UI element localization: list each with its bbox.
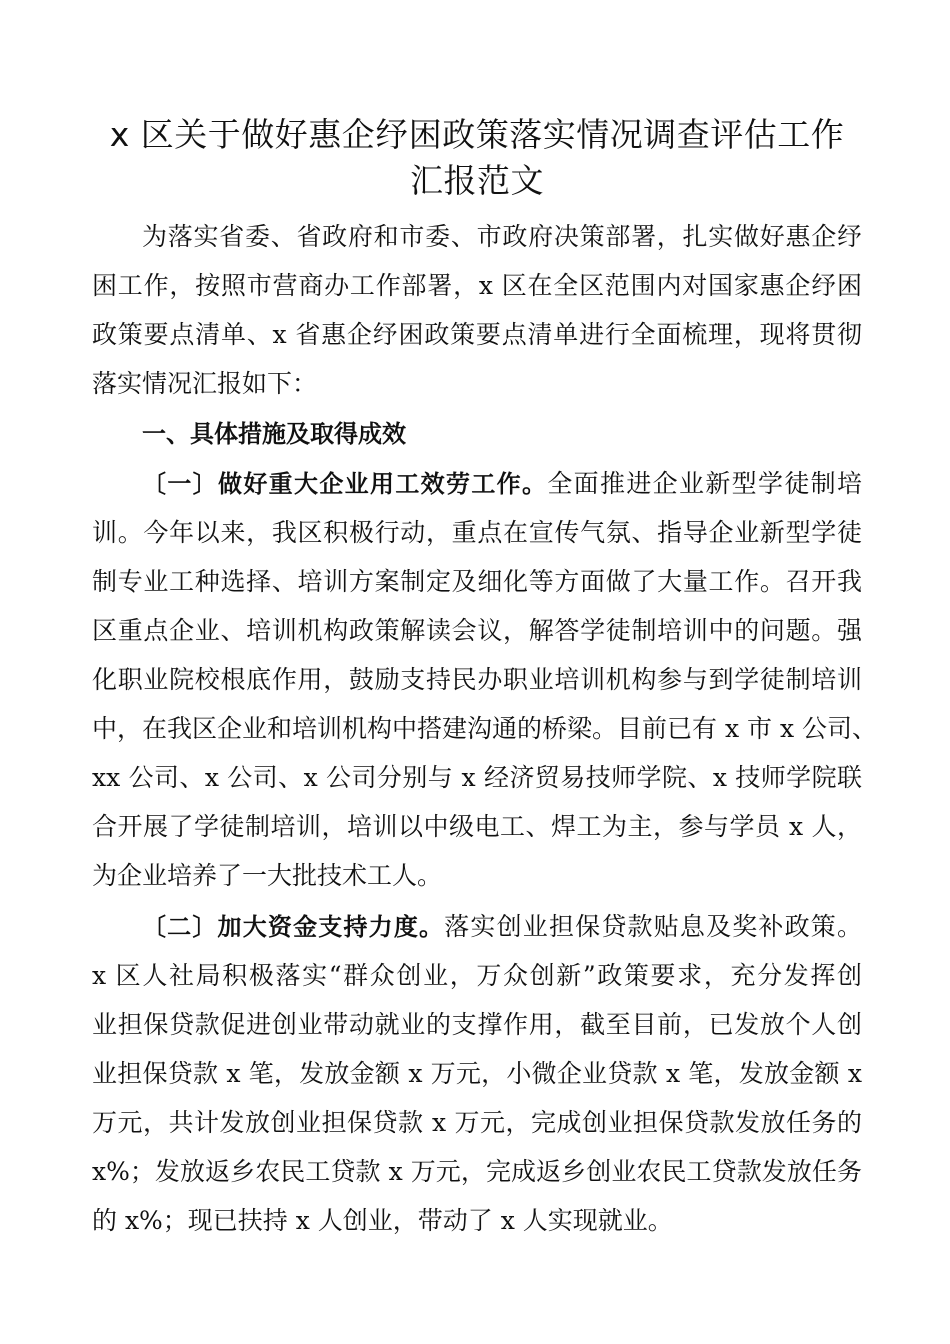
- item-1-line: 化职业院校根底作用，鼓励支持民办职业培训机构参与到学徒制培训: [92, 665, 862, 694]
- document-title: [92, 112, 862, 204]
- intro-line: 落实情况汇报如下：: [92, 369, 318, 398]
- item-1-line: 中，在我区企业和培训机构中搭建沟通的桥梁。目前已有 x 市 x 公司、: [92, 714, 877, 743]
- item-2-line: 的 x%；现已扶持 x 人创业，带动了 x 人实现就业。: [92, 1206, 673, 1235]
- item-2-line: 业担保贷款促进创业带动就业的支撑作用，截至目前，已发放个人创: [92, 1010, 862, 1039]
- item-2-line: x%；发放返乡农民工贷款 x 万元，完成返乡创业农民工贷款发放任务: [92, 1157, 862, 1186]
- item-2-line: 业担保贷款 x 笔，发放金额 x 万元，小微企业贷款 x 笔，发放金额 x: [92, 1059, 862, 1088]
- intro-line: 政策要点清单、x 省惠企纾困政策要点清单进行全面梳理，现将贯彻: [92, 320, 862, 349]
- item-2-line: x 区人社局积极落实“群众创业，万众创新”政策要求，充分发挥创: [92, 961, 862, 990]
- item-1-line: 为企业培养了一大批技术工人。: [92, 861, 443, 890]
- item-2-paragraph: [92, 902, 862, 1245]
- item-1-line: 训。今年以来，我区积极行动，重点在宣传气氛、指导企业新型学徒: [92, 518, 862, 547]
- intro-line: 困工作，按照市营商办工作部署，x 区在全区范围内对国家惠企纾困: [92, 271, 862, 300]
- intro-paragraph: [92, 212, 862, 408]
- item-2-bold-title: 〔二〕加大资金支持力度。: [142, 913, 445, 941]
- title-line-2: 汇报范文: [410, 161, 544, 200]
- item-1-line: xx 公司、x 公司、x 公司分别与 x 经济贸易技师学院、x 技师学院联: [92, 763, 862, 792]
- item-1-bold-title: 〔一〕做好重大企业用工效劳工作。: [142, 470, 548, 498]
- title-line-1: x 区关于做好惠企纾困政策落实情况调查评估工作: [109, 115, 845, 154]
- item-1-line: 区重点企业、培训机构政策解读会议，解答学徒制培训中的问题。强: [92, 616, 862, 645]
- section-heading-1: 一、具体措施及取得成效: [142, 420, 406, 448]
- item-2-first-line: [92, 902, 862, 951]
- document-page: [92, 112, 877, 1247]
- item-2-line: 万元，共计发放创业担保贷款 x 万元，完成创业担保贷款发放任务的: [92, 1108, 862, 1137]
- item-1-line: 合开展了学徒制培训，培训以中级电工、焊工为主，参与学员 x 人，: [92, 812, 862, 841]
- item-1-line: 制专业工种选择、培训方案制定及细化等方面做了大量工作。召开我: [92, 567, 862, 596]
- item-1-paragraph: [92, 459, 877, 900]
- item-2-first-line-text: 落实创业担保贷款贴息及奖补政策。: [444, 912, 862, 941]
- intro-line: 为落实省委、省政府和市委、市政府决策部署，扎实做好惠企纾: [142, 222, 862, 251]
- item-1-first-line: [92, 459, 862, 508]
- item-1-first-line-text: 全面推进企业新型学徒制培: [547, 469, 862, 498]
- document-body: [92, 212, 877, 1245]
